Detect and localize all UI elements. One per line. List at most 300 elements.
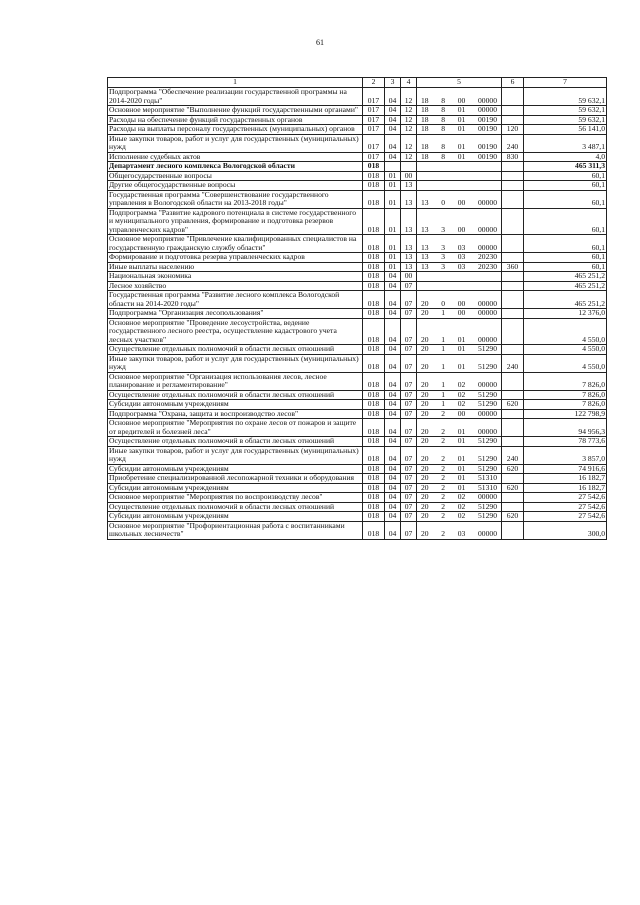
table-row bbox=[108, 235, 607, 253]
row-ved: 018 bbox=[363, 409, 385, 419]
row-sum: 16 182,7 bbox=[524, 474, 607, 484]
code-activity: 00 bbox=[457, 95, 466, 105]
row-pr: 07 bbox=[401, 409, 417, 419]
code-program: 18 bbox=[421, 95, 429, 105]
row-pr: 07 bbox=[401, 512, 417, 522]
row-name: Основное мероприятие "Выполнение функций государственными органами" bbox=[108, 106, 363, 116]
row-target-code bbox=[417, 502, 502, 512]
row-name: Осуществление отдельных полномочий в области лесных отношений bbox=[108, 345, 363, 355]
row-sum: 60,1 bbox=[524, 190, 607, 208]
table-row bbox=[108, 512, 607, 522]
page-number: 61 bbox=[316, 38, 324, 47]
code-activity: 02 bbox=[457, 390, 466, 399]
header-col-2: 2 bbox=[363, 78, 385, 88]
code-subprogram: 8 bbox=[441, 95, 446, 105]
code-subprogram: 3 bbox=[441, 242, 446, 252]
header-col-6: 6 bbox=[502, 78, 524, 88]
row-vr bbox=[502, 190, 524, 208]
row-name: Иные выплаты населению bbox=[108, 262, 363, 272]
row-target-code bbox=[417, 409, 502, 419]
code-program: 20 bbox=[421, 380, 429, 389]
row-pr: 07 bbox=[401, 345, 417, 355]
table-row bbox=[108, 291, 607, 309]
code-direction: 00190 bbox=[478, 124, 497, 133]
code-subprogram: 2 bbox=[441, 529, 446, 538]
row-sum: 122 798,9 bbox=[524, 409, 607, 419]
row-pr: 07 bbox=[401, 390, 417, 400]
row-pr: 13 bbox=[401, 181, 417, 191]
row-vr bbox=[502, 372, 524, 390]
code-subprogram: 8 bbox=[441, 142, 446, 151]
code-subprogram: 1 bbox=[441, 344, 446, 353]
row-sum: 7 826,0 bbox=[524, 372, 607, 390]
row-rz: 04 bbox=[385, 318, 401, 345]
code-direction: 00000 bbox=[478, 380, 497, 389]
row-target-code bbox=[417, 318, 502, 345]
row-sum: 27 542,6 bbox=[524, 502, 607, 512]
row-name: Общегосударственные вопросы bbox=[108, 171, 363, 181]
code-program: 13 bbox=[421, 242, 429, 252]
row-target-code bbox=[417, 483, 502, 493]
row-rz: 04 bbox=[385, 493, 401, 503]
code-activity: 01 bbox=[457, 105, 466, 114]
row-sum: 27 542,6 bbox=[524, 493, 607, 503]
row-sum: 3 857,0 bbox=[524, 446, 607, 464]
code-program: 20 bbox=[421, 454, 429, 463]
code-program: 20 bbox=[421, 362, 429, 371]
code-program: 20 bbox=[421, 298, 429, 308]
row-vr bbox=[502, 502, 524, 512]
row-pr: 07 bbox=[401, 483, 417, 493]
row-pr: 07 bbox=[401, 502, 417, 512]
code-subprogram: 8 bbox=[441, 115, 446, 124]
row-vr bbox=[502, 171, 524, 181]
table-row bbox=[108, 437, 607, 447]
row-vr bbox=[502, 235, 524, 253]
table-row bbox=[108, 171, 607, 181]
code-activity: 02 bbox=[457, 380, 466, 389]
row-ved: 018 bbox=[363, 190, 385, 208]
row-rz: 04 bbox=[385, 134, 401, 152]
row-pr: 07 bbox=[401, 446, 417, 464]
row-pr: 07 bbox=[401, 354, 417, 372]
row-target-code bbox=[417, 309, 502, 319]
row-name: Национальная экономика bbox=[108, 272, 363, 282]
row-vr bbox=[502, 281, 524, 291]
row-vr bbox=[502, 115, 524, 125]
code-activity: 03 bbox=[457, 529, 466, 538]
row-vr bbox=[502, 474, 524, 484]
row-name: Формирование и подготовка резерва управленческих кадров bbox=[108, 253, 363, 263]
row-rz: 04 bbox=[385, 125, 401, 135]
row-name: Государственная программа "Развитие лесного комплекса Вологодской области на 2014-2020 годы" bbox=[108, 291, 363, 309]
table-row bbox=[108, 409, 607, 419]
row-ved: 018 bbox=[363, 162, 385, 172]
code-subprogram: 3 bbox=[441, 252, 446, 261]
table-row bbox=[108, 502, 607, 512]
row-target-code bbox=[417, 474, 502, 484]
row-rz: 01 bbox=[385, 235, 401, 253]
row-vr bbox=[502, 309, 524, 319]
row-vr: 620 bbox=[502, 464, 524, 474]
code-direction: 51290 bbox=[478, 436, 497, 445]
code-direction: 00190 bbox=[478, 152, 497, 161]
code-activity: 02 bbox=[457, 399, 466, 408]
row-sum: 59 632,1 bbox=[524, 106, 607, 116]
header-col-1: 1 bbox=[108, 78, 363, 88]
table-header-row bbox=[108, 78, 607, 88]
row-ved: 018 bbox=[363, 474, 385, 484]
table-row bbox=[108, 208, 607, 235]
row-ved: 017 bbox=[363, 152, 385, 162]
row-target-code bbox=[417, 171, 502, 181]
row-rz: 04 bbox=[385, 483, 401, 493]
row-vr bbox=[502, 253, 524, 263]
row-vr: 360 bbox=[502, 262, 524, 272]
code-activity: 00 bbox=[457, 298, 466, 308]
code-subprogram: 8 bbox=[441, 105, 446, 114]
table-row bbox=[108, 309, 607, 319]
row-ved: 018 bbox=[363, 464, 385, 474]
code-direction: 00000 bbox=[478, 242, 497, 252]
row-rz: 04 bbox=[385, 464, 401, 474]
code-subprogram: 1 bbox=[441, 380, 446, 389]
row-name: Основное мероприятие "Мероприятия по воспроизводству лесов" bbox=[108, 493, 363, 503]
code-program: 20 bbox=[421, 308, 429, 317]
header-col-4: 4 bbox=[401, 78, 417, 88]
code-direction: 00000 bbox=[478, 334, 497, 344]
row-pr: 07 bbox=[401, 474, 417, 484]
row-pr: 12 bbox=[401, 134, 417, 152]
code-program: 20 bbox=[421, 502, 429, 511]
code-activity: 02 bbox=[457, 502, 466, 511]
row-ved: 018 bbox=[363, 502, 385, 512]
code-direction: 51310 bbox=[478, 473, 497, 482]
row-vr bbox=[502, 318, 524, 345]
row-ved: 018 bbox=[363, 483, 385, 493]
code-activity: 01 bbox=[457, 426, 466, 436]
row-vr bbox=[502, 88, 524, 106]
row-sum: 59 632,1 bbox=[524, 88, 607, 106]
code-direction: 51290 bbox=[478, 511, 497, 520]
row-pr: 00 bbox=[401, 171, 417, 181]
row-name: Лесное хозяйство bbox=[108, 281, 363, 291]
row-name: Осуществление отдельных полномочий в области лесных отношений bbox=[108, 437, 363, 447]
row-rz: 04 bbox=[385, 512, 401, 522]
row-name: Расходы на обеспечение функций государственных органов bbox=[108, 115, 363, 125]
row-sum: 465 311,3 bbox=[524, 162, 607, 172]
row-name: Иные закупки товаров, работ и услуг для государственных (муниципальных) нужд bbox=[108, 134, 363, 152]
code-program: 20 bbox=[421, 464, 429, 473]
row-vr bbox=[502, 291, 524, 309]
code-program: 20 bbox=[421, 511, 429, 520]
row-name: Основное мероприятие "Мероприятия по охране лесов от пожаров и защите от вредителей и болезней леса" bbox=[108, 419, 363, 437]
row-rz: 04 bbox=[385, 400, 401, 410]
row-vr: 240 bbox=[502, 134, 524, 152]
table-row bbox=[108, 474, 607, 484]
code-direction: 51290 bbox=[478, 344, 497, 353]
row-rz: 04 bbox=[385, 521, 401, 539]
row-ved: 018 bbox=[363, 291, 385, 309]
row-pr: 07 bbox=[401, 437, 417, 447]
row-target-code bbox=[417, 253, 502, 263]
row-rz: 04 bbox=[385, 272, 401, 282]
row-ved: 018 bbox=[363, 235, 385, 253]
table-row bbox=[108, 272, 607, 282]
row-rz: 04 bbox=[385, 281, 401, 291]
row-name: Субсидии автономным учреждениям bbox=[108, 483, 363, 493]
code-program: 20 bbox=[421, 390, 429, 399]
code-activity: 02 bbox=[457, 492, 466, 501]
table-row bbox=[108, 390, 607, 400]
code-activity: 01 bbox=[457, 436, 466, 445]
code-direction: 00000 bbox=[478, 198, 497, 207]
row-sum: 12 376,0 bbox=[524, 309, 607, 319]
row-sum: 465 251,2 bbox=[524, 291, 607, 309]
code-program: 18 bbox=[421, 105, 429, 114]
row-sum: 4 550,0 bbox=[524, 318, 607, 345]
row-vr: 240 bbox=[502, 354, 524, 372]
code-subprogram: 2 bbox=[441, 502, 446, 511]
row-name: Иные закупки товаров, работ и услуг для государственных (муниципальных) нужд bbox=[108, 446, 363, 464]
code-direction: 51290 bbox=[478, 362, 497, 371]
row-ved: 018 bbox=[363, 354, 385, 372]
code-direction: 00000 bbox=[478, 492, 497, 501]
row-pr: 07 bbox=[401, 309, 417, 319]
code-subprogram: 1 bbox=[441, 362, 446, 371]
row-sum: 60,1 bbox=[524, 235, 607, 253]
row-ved: 018 bbox=[363, 253, 385, 263]
table-row bbox=[108, 521, 607, 539]
row-sum: 94 956,3 bbox=[524, 419, 607, 437]
row-pr: 12 bbox=[401, 125, 417, 135]
row-name: Другие общегосударственные вопросы bbox=[108, 181, 363, 191]
row-pr: 13 bbox=[401, 235, 417, 253]
row-sum: 60,1 bbox=[524, 171, 607, 181]
table-row bbox=[108, 318, 607, 345]
code-subprogram: 2 bbox=[441, 473, 446, 482]
code-activity: 03 bbox=[457, 252, 466, 261]
table-row bbox=[108, 354, 607, 372]
code-subprogram: 2 bbox=[441, 454, 446, 463]
row-sum: 3 487,1 bbox=[524, 134, 607, 152]
budget-table bbox=[107, 77, 607, 540]
code-activity: 01 bbox=[457, 152, 466, 161]
row-pr: 07 bbox=[401, 372, 417, 390]
code-subprogram: 2 bbox=[441, 483, 446, 492]
code-activity: 01 bbox=[457, 115, 466, 124]
code-activity: 01 bbox=[457, 142, 466, 151]
code-direction: 00000 bbox=[478, 298, 497, 308]
row-pr: 07 bbox=[401, 400, 417, 410]
row-ved: 017 bbox=[363, 106, 385, 116]
row-rz: 01 bbox=[385, 171, 401, 181]
code-subprogram: 8 bbox=[441, 124, 446, 133]
code-subprogram: 1 bbox=[441, 399, 446, 408]
row-sum: 27 542,6 bbox=[524, 512, 607, 522]
row-rz: 04 bbox=[385, 345, 401, 355]
row-name: Иные закупки товаров, работ и услуг для государственных (муниципальных) нужд bbox=[108, 354, 363, 372]
row-ved: 018 bbox=[363, 419, 385, 437]
row-target-code bbox=[417, 291, 502, 309]
row-target-code bbox=[417, 88, 502, 106]
row-vr bbox=[502, 106, 524, 116]
row-sum: 4,0 bbox=[524, 152, 607, 162]
row-pr: 12 bbox=[401, 88, 417, 106]
row-target-code bbox=[417, 493, 502, 503]
row-rz: 04 bbox=[385, 419, 401, 437]
code-activity: 01 bbox=[457, 473, 466, 482]
table-row bbox=[108, 162, 607, 172]
row-ved: 018 bbox=[363, 493, 385, 503]
row-pr: 12 bbox=[401, 106, 417, 116]
code-subprogram: 1 bbox=[441, 390, 446, 399]
code-program: 20 bbox=[421, 334, 429, 344]
row-target-code bbox=[417, 272, 502, 282]
row-target-code bbox=[417, 464, 502, 474]
row-ved: 018 bbox=[363, 318, 385, 345]
row-rz: 04 bbox=[385, 372, 401, 390]
code-direction: 00000 bbox=[478, 308, 497, 317]
code-direction: 51290 bbox=[478, 464, 497, 473]
row-rz: 01 bbox=[385, 262, 401, 272]
code-program: 13 bbox=[421, 198, 429, 207]
row-sum: 60,1 bbox=[524, 253, 607, 263]
row-ved: 018 bbox=[363, 309, 385, 319]
row-target-code bbox=[417, 390, 502, 400]
code-direction: 00000 bbox=[478, 529, 497, 538]
code-subprogram: 3 bbox=[441, 262, 446, 271]
row-ved: 018 bbox=[363, 437, 385, 447]
row-ved: 018 bbox=[363, 262, 385, 272]
header-col-3: 3 bbox=[385, 78, 401, 88]
table-row bbox=[108, 190, 607, 208]
row-name: Основное мероприятие "Проведение лесоустройства, ведение государственного лесного реестра, осуществление кадастрового учета лесных участков" bbox=[108, 318, 363, 345]
table-row bbox=[108, 483, 607, 493]
code-activity: 03 bbox=[457, 262, 466, 271]
row-name: Субсидии автономным учреждениям bbox=[108, 512, 363, 522]
code-program: 18 bbox=[421, 152, 429, 161]
row-sum: 78 773,6 bbox=[524, 437, 607, 447]
row-ved: 018 bbox=[363, 171, 385, 181]
row-target-code bbox=[417, 512, 502, 522]
row-vr bbox=[502, 162, 524, 172]
code-subprogram: 2 bbox=[441, 426, 446, 436]
row-rz: 01 bbox=[385, 181, 401, 191]
code-subprogram: 2 bbox=[441, 436, 446, 445]
code-direction: 51290 bbox=[478, 502, 497, 511]
code-activity: 00 bbox=[457, 308, 466, 317]
row-target-code bbox=[417, 437, 502, 447]
code-program: 18 bbox=[421, 115, 429, 124]
code-activity: 01 bbox=[457, 483, 466, 492]
header-col-5: 5 bbox=[417, 78, 502, 88]
code-direction: 00000 bbox=[478, 409, 497, 418]
code-direction: 00190 bbox=[478, 115, 497, 124]
row-sum: 60,1 bbox=[524, 208, 607, 235]
row-target-code bbox=[417, 208, 502, 235]
row-sum: 4 550,0 bbox=[524, 354, 607, 372]
row-target-code bbox=[417, 235, 502, 253]
table-row bbox=[108, 181, 607, 191]
row-vr: 830 bbox=[502, 152, 524, 162]
row-pr: 13 bbox=[401, 208, 417, 235]
row-target-code bbox=[417, 106, 502, 116]
row-name: Субсидии автономным учреждениям bbox=[108, 400, 363, 410]
code-program: 13 bbox=[421, 262, 429, 271]
table-row bbox=[108, 464, 607, 474]
table-row bbox=[108, 493, 607, 503]
code-subprogram: 8 bbox=[441, 152, 446, 161]
row-vr bbox=[502, 409, 524, 419]
row-target-code bbox=[417, 419, 502, 437]
row-target-code bbox=[417, 152, 502, 162]
code-direction: 00190 bbox=[478, 142, 497, 151]
row-vr bbox=[502, 272, 524, 282]
row-name: Расходы на выплаты персоналу государственных (муниципальных) органов bbox=[108, 125, 363, 135]
table-row bbox=[108, 446, 607, 464]
code-program: 20 bbox=[421, 344, 429, 353]
row-ved: 018 bbox=[363, 372, 385, 390]
row-rz: 04 bbox=[385, 115, 401, 125]
row-target-code bbox=[417, 162, 502, 172]
row-sum: 74 916,6 bbox=[524, 464, 607, 474]
table-row bbox=[108, 345, 607, 355]
code-activity: 03 bbox=[457, 242, 466, 252]
code-subprogram: 0 bbox=[441, 198, 446, 207]
row-rz bbox=[385, 162, 401, 172]
row-sum: 7 826,0 bbox=[524, 400, 607, 410]
code-subprogram: 1 bbox=[441, 334, 446, 344]
code-direction: 00000 bbox=[478, 95, 497, 105]
row-vr bbox=[502, 437, 524, 447]
table-row bbox=[108, 134, 607, 152]
row-target-code bbox=[417, 281, 502, 291]
row-sum: 16 182,7 bbox=[524, 483, 607, 493]
row-vr bbox=[502, 493, 524, 503]
row-ved: 018 bbox=[363, 281, 385, 291]
code-program: 20 bbox=[421, 399, 429, 408]
row-target-code bbox=[417, 262, 502, 272]
code-direction: 51290 bbox=[478, 399, 497, 408]
code-subprogram: 0 bbox=[441, 298, 446, 308]
row-rz: 04 bbox=[385, 446, 401, 464]
row-pr: 07 bbox=[401, 493, 417, 503]
row-sum: 60,1 bbox=[524, 181, 607, 191]
code-program: 20 bbox=[421, 436, 429, 445]
code-direction: 51290 bbox=[478, 454, 497, 463]
row-rz: 04 bbox=[385, 409, 401, 419]
code-program: 20 bbox=[421, 483, 429, 492]
code-activity: 01 bbox=[457, 454, 466, 463]
code-direction: 00000 bbox=[478, 105, 497, 114]
code-program: 20 bbox=[421, 409, 429, 418]
row-vr bbox=[502, 345, 524, 355]
row-vr: 620 bbox=[502, 512, 524, 522]
row-target-code bbox=[417, 115, 502, 125]
table-row bbox=[108, 281, 607, 291]
row-rz: 04 bbox=[385, 291, 401, 309]
table-row bbox=[108, 262, 607, 272]
row-pr: 07 bbox=[401, 291, 417, 309]
row-name: Исполнение судебных актов bbox=[108, 152, 363, 162]
row-pr: 12 bbox=[401, 115, 417, 125]
code-program: 20 bbox=[421, 426, 429, 436]
row-vr: 620 bbox=[502, 400, 524, 410]
row-pr: 07 bbox=[401, 318, 417, 345]
row-vr bbox=[502, 521, 524, 539]
row-ved: 018 bbox=[363, 345, 385, 355]
